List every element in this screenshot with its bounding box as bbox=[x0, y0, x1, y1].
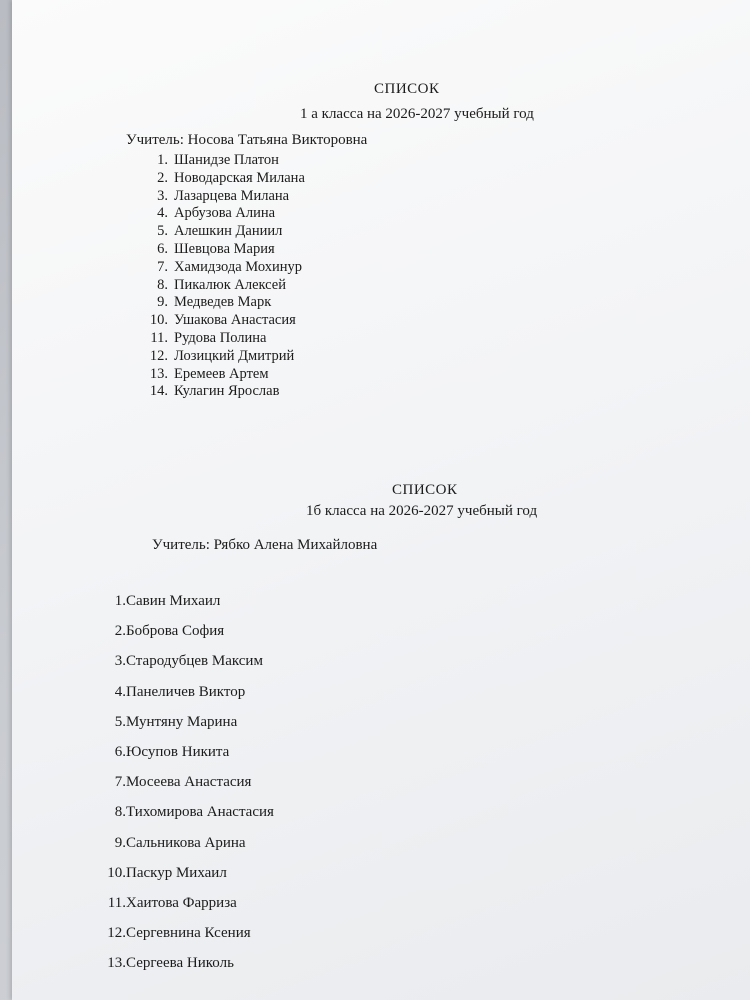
list-item bbox=[140, 366, 305, 384]
list-item-number: 5. bbox=[114, 713, 126, 730]
list-item bbox=[140, 277, 305, 295]
list-item bbox=[140, 330, 305, 348]
list-item bbox=[94, 586, 274, 616]
list-item bbox=[140, 241, 305, 259]
list-item bbox=[94, 767, 274, 797]
list-item-number: 7. bbox=[157, 258, 168, 275]
list-item-number: 11. bbox=[150, 329, 168, 346]
list-item bbox=[94, 888, 274, 918]
student-name: Медведев Марк bbox=[174, 294, 272, 311]
list-item bbox=[94, 858, 274, 888]
list-item-number: 8. bbox=[114, 804, 126, 821]
paper-sheet bbox=[12, 0, 750, 1000]
student-name: Стародубцев Максим bbox=[126, 653, 263, 670]
list-item bbox=[140, 223, 305, 241]
list-item-number: 4. bbox=[157, 205, 168, 222]
student-name: Арбузова Алина bbox=[174, 205, 276, 222]
student-name: Хамидзода Мохинур bbox=[174, 258, 303, 275]
student-name: Шевцова Мария bbox=[174, 240, 275, 257]
student-name: Лазарцева Милана bbox=[174, 187, 290, 204]
list-item bbox=[140, 170, 305, 188]
list-item-number: 11. bbox=[107, 894, 126, 911]
list-item bbox=[94, 616, 274, 646]
list-item-number: 3. bbox=[157, 187, 168, 204]
section1-title: СПИСОК bbox=[374, 81, 440, 97]
list-item bbox=[94, 646, 274, 676]
list-item bbox=[94, 948, 274, 978]
student-name: Сергевнина Ксения bbox=[126, 925, 251, 942]
section2-teacher: Учитель: Рябко Алена Михайловна bbox=[152, 537, 378, 553]
list-item-number: 2. bbox=[157, 169, 168, 186]
student-name: Панеличев Виктор bbox=[126, 683, 246, 700]
student-name: Шанидзе Платон bbox=[174, 152, 279, 168]
list-item bbox=[140, 348, 305, 366]
list-item-number: 7. bbox=[114, 774, 126, 791]
list-item bbox=[140, 294, 305, 312]
student-name: Тихомирова Анастасия bbox=[126, 804, 274, 821]
student-name: Кулагин Ярослав bbox=[174, 383, 280, 400]
student-name: Юсупов Никита bbox=[126, 743, 230, 760]
section2-student-list bbox=[94, 586, 274, 978]
list-item bbox=[94, 677, 274, 707]
student-name: Хаитова Фарриза bbox=[126, 894, 237, 911]
list-item bbox=[94, 707, 274, 737]
list-item-number: 1. bbox=[114, 593, 126, 609]
section2-title: СПИСОК bbox=[392, 482, 458, 498]
list-item bbox=[140, 152, 305, 170]
student-name: Пикалюк Алексей bbox=[174, 276, 286, 293]
student-name: Паскур Михаил bbox=[126, 864, 227, 881]
student-name: Еремеев Артем bbox=[174, 365, 269, 382]
student-name: Алешкин Даниил bbox=[174, 223, 283, 240]
student-name: Лозицкий Дмитрий bbox=[174, 347, 295, 364]
student-name: Мосеева Анастасия bbox=[126, 774, 252, 791]
section1-subtitle: 1 а класса на 2026-2027 учебный год bbox=[300, 106, 534, 122]
student-name: Сергеева Николь bbox=[126, 955, 234, 972]
list-item-number: 8. bbox=[157, 276, 168, 293]
student-name: Боброва София bbox=[126, 623, 225, 640]
list-item-number: 10. bbox=[149, 312, 168, 329]
list-item bbox=[94, 737, 274, 767]
section2-subtitle: 1б класса на 2026-2027 учебный год bbox=[306, 503, 538, 519]
list-item bbox=[140, 188, 305, 206]
list-item-number: 9. bbox=[157, 294, 168, 311]
list-item-number: 3. bbox=[114, 653, 126, 670]
student-name: Новодарская Милана bbox=[174, 169, 305, 186]
list-item-number: 1. bbox=[157, 152, 168, 168]
list-item bbox=[94, 918, 274, 948]
list-item bbox=[94, 828, 274, 858]
student-name: Ушакова Анастасия bbox=[174, 312, 296, 329]
list-item-number: 4. bbox=[114, 683, 126, 700]
list-item-number: 13. bbox=[149, 365, 168, 382]
list-item bbox=[140, 259, 305, 277]
list-item-number: 9. bbox=[114, 834, 126, 851]
list-item bbox=[140, 312, 305, 330]
student-name: Савин Михаил bbox=[126, 593, 221, 609]
student-name: Рудова Полина bbox=[174, 329, 267, 346]
list-item bbox=[94, 797, 274, 827]
list-item bbox=[140, 205, 305, 223]
student-name: Мунтяну Марина bbox=[126, 713, 238, 730]
list-item-number: 5. bbox=[157, 223, 168, 240]
list-item-number: 12. bbox=[149, 347, 168, 364]
list-item-number: 13. bbox=[107, 955, 126, 972]
list-item-number: 6. bbox=[114, 743, 126, 760]
student-name: Сальникова Арина bbox=[126, 834, 246, 851]
list-item-number: 12. bbox=[107, 925, 126, 942]
list-item-number: 14. bbox=[149, 383, 168, 400]
list-item-number: 6. bbox=[157, 240, 168, 257]
list-item-number: 2. bbox=[114, 623, 126, 640]
section1-teacher: Учитель: Носова Татьяна Викторовна bbox=[126, 132, 368, 148]
list-item-number: 10. bbox=[107, 864, 126, 881]
list-item bbox=[140, 383, 305, 401]
section1-student-list bbox=[140, 152, 305, 401]
